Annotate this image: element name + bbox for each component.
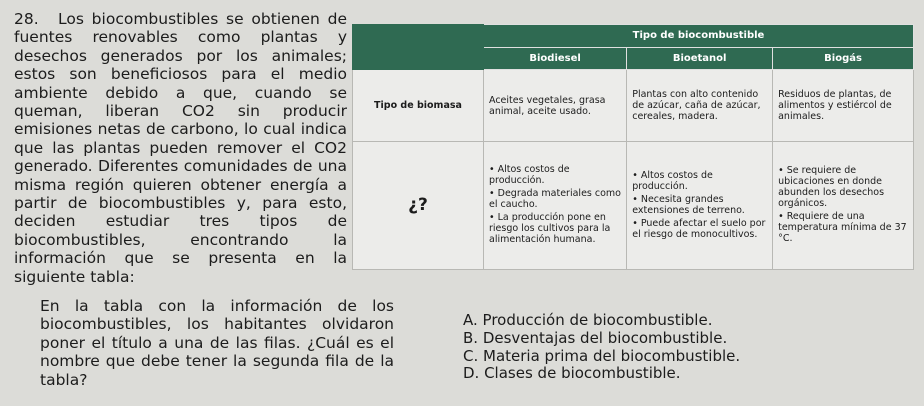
intro-text: Los biocombustibles se obtienen de fuentes renovables como plantas y desechos generados por los animales; estos son beneficiosos para el medio ambiente debido a que, cuando se queman, liberan CO2 sin producir emisiones netas de carbono, lo cual indica que las plantas pueden remover el CO2 generado. Diferentes comunidades de una misma región quieren obtener energía a partir de biocombustibles y, para esto, deciden estudiar tres tipos de biocombustibles, encontrando la información que se presenta en la siguiente tabla: — [14, 10, 347, 286]
table-row — [353, 70, 914, 142]
cell-bullet: • Altos costos de producción. — [489, 164, 570, 187]
column-header-biodiesel: Biodiesel — [484, 47, 627, 70]
question-prompt: En la tabla con la información de los biocombustibles, los habitantes olvidaron poner el título a una de las filas. ¿Cuál es el nombre que debe tener la segunda fila de la tabla? — [40, 297, 394, 389]
option-b[interactable]: B. Desventajas del biocombustible. — [463, 328, 728, 347]
cell-bullet: • La producción pone en riesgo los cultivos para la alimentación humana. — [489, 212, 611, 246]
table-row — [353, 142, 914, 270]
group-header: Tipo de biocombustible — [484, 25, 914, 48]
cell-bullet: • Necesita grandes extensiones de terreno. — [632, 193, 745, 216]
table-corner — [353, 25, 484, 48]
table-cell: Plantas con alto contenido de azúcar, caña de azúcar, cereales, madera. — [627, 70, 773, 142]
table-cell — [484, 142, 627, 270]
cell-bullet: • Puede afectar el suelo por el riesgo de monocultivos. — [632, 217, 766, 240]
cell-bullet: • Altos costos de producción. — [632, 169, 713, 192]
table-cell — [773, 142, 914, 270]
column-header-biogas: Biogás — [773, 47, 914, 70]
answer-options — [463, 312, 740, 383]
question-number: 28. — [14, 10, 39, 28]
row-label-unknown: ¿? — [353, 142, 484, 270]
table-corner-2 — [353, 47, 484, 70]
option-a[interactable]: A. Producción de biocombustible. — [463, 311, 713, 329]
cell-bullet: • Requiere de una temperatura mínima de 37 °C. — [778, 211, 907, 245]
table-cell: Aceites vegetales, grasa animal, aceite usado. — [484, 70, 627, 142]
column-header-bioetanol: Bioetanol — [627, 47, 773, 70]
row-label-biomass: Tipo de biomasa — [353, 70, 484, 142]
cell-bullet: • Se requiere de ubicaciones en donde abunden los desechos orgánicos. — [778, 165, 885, 210]
table-cell — [627, 142, 773, 270]
biofuel-table — [352, 24, 914, 270]
option-c[interactable]: C. Materia prima del biocombustible. — [463, 346, 741, 365]
question-intro — [14, 10, 347, 286]
table-cell: Residuos de plantas, de alimentos y estiércol de animales. — [773, 70, 914, 142]
option-d[interactable]: D. Clases de biocombustible. — [463, 364, 681, 383]
cell-bullet: • Degrada materiales como el caucho. — [489, 188, 621, 211]
